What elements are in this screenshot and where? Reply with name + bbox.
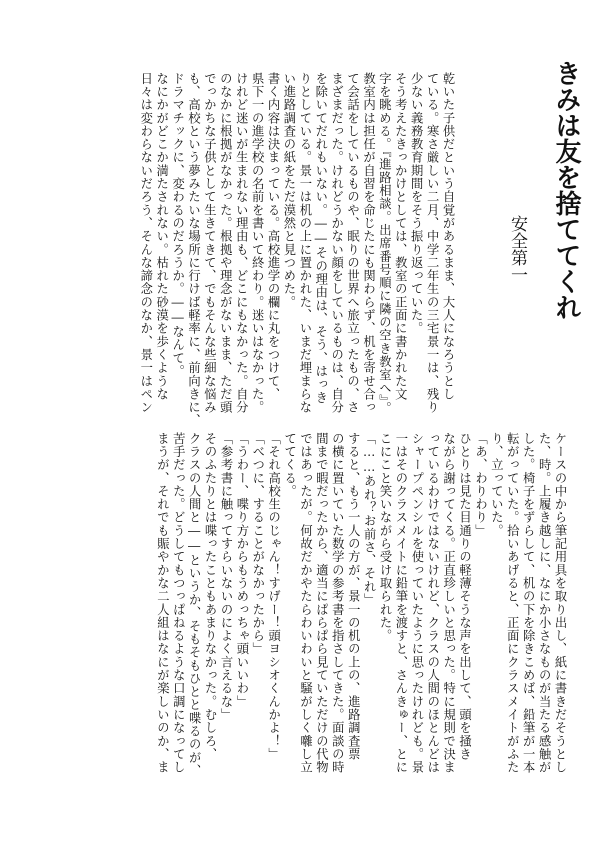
text-line: 日々は変わらないだろう、そんな諦念のなか、景一はペン <box>138 72 153 414</box>
text-line: シャープペンシルを使っていたように思ったけれども。景 <box>409 432 424 774</box>
text-line: 乾いた子供だという自覚があるまま、大人になろうとし <box>441 72 455 401</box>
text-line: 「参考書に触ってすらいないのによく言えるな」 <box>218 432 233 722</box>
text-line: 教室内は担任が自習を命じたにも関わらず、机を寄せ合っ <box>361 72 376 414</box>
body-text-upper <box>137 72 455 427</box>
text-line: 少ない義務教育期間をそう振り返っていた。 <box>409 72 424 335</box>
text-line: 間まで暇だったから、適当にぱらぱら見ていただけの代物 <box>314 432 329 774</box>
body-text-lower <box>153 432 567 777</box>
text-line: こにこと笑いながら受け取られた。 <box>378 432 393 643</box>
text-line: 字を眺める。『進路相談。出席番号順に隣の空き教室へ』。 <box>377 72 392 415</box>
story-title: きみは友を捨ててくれ <box>551 60 581 320</box>
text-line: でっかちな子供として生きてきて、でもそんな些細な悩み <box>202 72 217 414</box>
text-line: した。椅子をずらして、机の下を除きこめば、鉛筆が一本 <box>521 432 536 774</box>
text-line: 「べつに、することがなかったから」 <box>250 432 265 656</box>
text-line: 苦手だった。どうしてもつっぱねるような口調になってし <box>171 432 186 774</box>
text-line: まうが、それでも賑やかな二人組はなにが楽しいのか、ま <box>155 432 170 774</box>
text-line: けれど迷いが生まれない理由も、どこにもなかった。自分 <box>234 72 249 414</box>
text-line: 「うわー、喋り方からもうめっちゃ頭いいわ」 <box>234 432 249 709</box>
text-line: っているわけではないけれど、クラスの人間のほとんどは <box>425 432 440 774</box>
text-line: すると、もう一人の方が、景一の机の上の、進路調査票 <box>346 432 361 761</box>
text-line: て会話をしているものや、眠りの世界へ旅立ったもの、さ <box>345 72 360 414</box>
text-line: そのふたりとは喋ったこともあまりなかった。むしろ、 <box>203 432 218 761</box>
text-line: も、高校という夢みたいな場所に行けば軽率に、前向きに、 <box>186 72 201 428</box>
text-line: ではあったが。何故だかやたらわいわいと騒がしく囃し立 <box>298 432 313 774</box>
text-line: ドラマチックに、変わるのだろうか。――なんて。 <box>170 72 185 378</box>
text-line: 転がっていた。拾いあげると、正面にクラスメイトがふた <box>505 432 520 774</box>
text-line: 「あ、わりわり」 <box>473 432 488 538</box>
text-line: りとしている。景一は机の上に置かれた、いまだ埋まらな <box>297 72 312 414</box>
text-line: ている。寒さ厳しい二月、中学二年生の三宅景一は、残り <box>425 72 440 414</box>
text-line: のなかに根拠がなかった。根拠や理念がないまま、ただ頭 <box>218 72 233 414</box>
text-line: まざまだった。けれどうかない顔をしているものは、自分 <box>329 72 344 414</box>
text-line: り、立っていた。 <box>489 432 504 538</box>
text-line: た、時。上履き越しに、なにか小さなものが当たる感触が <box>537 432 552 774</box>
text-line: ててくる。 <box>282 432 297 498</box>
text-line: 一はそのクラスメイトに鉛筆を渡すと、さんきゅー、とに <box>393 432 408 774</box>
text-line: ながら謝ってくる。正直珍しいと思った。特に規則で決ま <box>441 432 456 774</box>
text-line: ひとりは見た目通りの軽薄そうな声を出して、頭を掻き <box>457 432 472 761</box>
text-line: 「……あれ？お前さ、それ」 <box>362 432 377 607</box>
text-line: い進路調査の紙をただ漠然と見つめた。 <box>281 72 296 309</box>
text-line: クラスの人間と――というか、そもそもひとと喋るのが、 <box>187 432 202 778</box>
text-line: 「それ高校生のじゃん！すげー！頭ヨシオくんかよ！」 <box>266 432 281 761</box>
text-line: を除いてだれもいない。――その理由は、そう、はっき <box>313 72 328 405</box>
text-line: 県下一の進学校の名前を書いて終わり。迷いはなかった。 <box>250 72 265 414</box>
text-line: そう考えたきっかけとしては、教室の正面に書かれた文 <box>393 72 408 401</box>
author-name: 安全第一 <box>507 215 527 283</box>
text-line: ケースの中から筆記用具を取り出し、紙に書きだそうとし <box>553 432 567 774</box>
text-line: の横に置いていた数学の参考書を指さしてきた。面談の時 <box>330 432 345 774</box>
text-line: なにかがどこか満たされない。枯れた砂漠を歩くような <box>154 72 169 401</box>
text-line: 書く内容は決まっている。高校進学の欄に丸をつけて、 <box>266 72 281 401</box>
